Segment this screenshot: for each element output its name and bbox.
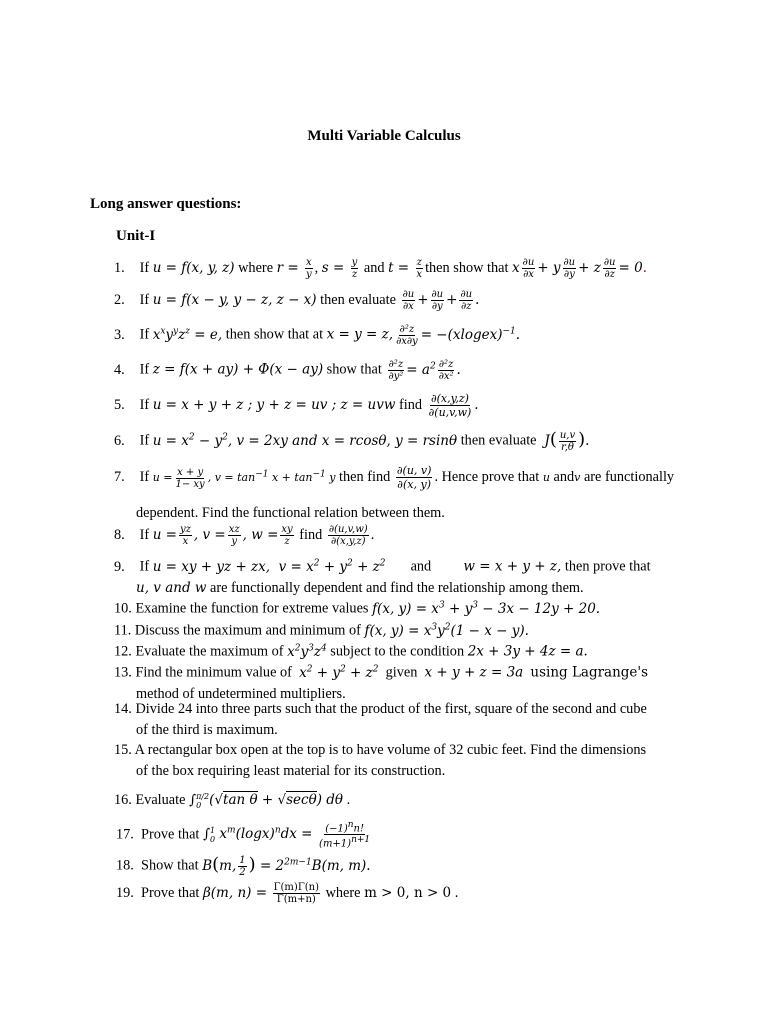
math: $\frac{\partial(u,v,w)}{\partial(x,y,z)}$	[328, 524, 368, 547]
question-number: 3.	[114, 326, 125, 343]
question-5: 5. If u = x + y + z ; y + z = uv ; z = uvw find $\frac{\partial(x,y,z)}{\partial(u,v,w)}$ .	[114, 392, 479, 419]
math: z = f(x + ay) + Φ(x − ay)	[152, 361, 324, 378]
question-4: 4. If z = f(x + ay) + Φ(x − ay) show that $\frac{\text{∂²z}}{\text{∂y²}}$ = $a^2$ $\frac{\text{∂²z}}{\text{∂x²}}$ .	[114, 358, 461, 382]
math: s = $\frac{y}{z}$	[321, 257, 358, 280]
math: $u = x^2 - y^2$, v = 2xy and x = rcosθ, y = rsinθ	[152, 432, 458, 449]
math: u, v and w	[136, 579, 207, 596]
math: x = y = z,	[326, 326, 394, 343]
question-number: 12.	[114, 643, 132, 660]
question-number: 17.	[116, 826, 134, 843]
math: $\frac{\partial u}{\partial x}$ + $\frac{\partial u}{\partial y}$ + $\frac{\partial u}{\partial z}$ .	[402, 289, 480, 312]
math: t = $\frac{z}{x}$	[388, 257, 423, 280]
math: J( $\frac{u,v}{r,\theta}$ ).	[540, 428, 590, 453]
question-10: 10. Examine the function for extreme values f(x, $y) = x^3 + y^3 - 3x - 12y + 20$.	[114, 600, 601, 617]
question-8: 8. If u = $\frac{yz}{x}$ , v = $\frac{xz}{y}$ , w = $\frac{xy}{z}$ find $\frac{\partial(u,v,w)}{\partial(x,y,z)}$ .	[114, 524, 375, 547]
question-number: 11.	[114, 622, 132, 639]
math: u = f(x − y, y − z, z − x)	[152, 292, 317, 308]
question-1: 1. If u = f(x, y, z) where r = $\frac{x}{y}$ , s = $\frac{y}{z}$ and t = $\frac{z}{x}$ then show that x $\frac{\partial u}{\partial x}$ + y $\frac{\partial u}{\partial y}$ + z $\frac{\partial u}{\partial z}$ = 0.	[114, 257, 647, 280]
question-18: 18. Show that B(m, $\frac{1}{2}$ ) = $2^{2m-1}B(m$, m).	[116, 853, 371, 878]
question-number: 13.	[114, 664, 132, 681]
question-19: 19. Prove that β(m, n) = $\frac{\Gamma(m)\Gamma(n)}{\Gamma(m+n)}$ where m > 0, n > 0 .	[116, 882, 459, 905]
math: f(x, $y) = x^3y^2(1 - x - y)$.	[364, 622, 529, 639]
question-13: 13. Find the minimum value of $x^2 + y^2 + z^2$ given x + y + z = 3a using Lagrange's method of undetermined multipliers.	[114, 664, 649, 702]
math: $\frac{\text{∂²z}}{\partial x\partial y}$ = −(xlogex)$^{-1}$.	[396, 323, 521, 347]
question-number: 18.	[116, 857, 134, 874]
math: $\frac{\partial(x,y,z)}{\partial(u,v,w)}$ .	[428, 392, 479, 419]
question-number: 8.	[114, 527, 125, 543]
question-number: 7.	[114, 469, 125, 485]
question-15: 15. A rectangular box open at the top is to have volume of 32 cubic feet. Find the dimensions of the box requiring least material for its construction.	[114, 742, 647, 779]
math: w = x + y + z,	[463, 558, 562, 575]
question-number: 4.	[114, 361, 125, 378]
question-number: 16.	[114, 792, 132, 808]
question-9: 9. If u = xy + yz + zx, $v = x^2 + y^2 + z^2$ and w = x + y + z, then prove that u, v and w are functionally dependent and find the relationship among them.	[114, 558, 651, 596]
question-number: 19.	[116, 885, 134, 901]
question-3: 3. If $x^xy^yz^z = e$, then show that at x = y = z, $\frac{\text{∂²z}}{\partial x\partial y}$ = −(xlogex)$^{-1}$.	[114, 323, 521, 347]
math: x + y + z = 3a	[424, 664, 524, 681]
question-7: 7. If u = $\frac{x + y}{1- xy}$ , $v = \tan^{-1} x + \tan^{-1} y$ then find $\frac{\partial(u, v)}{\partial(x, y)}$ . Hence prove that u andv are functionally dependent. Find the functional relation between them.	[114, 464, 675, 521]
question-number: 1.	[114, 260, 125, 276]
math: u = f(x, y, z)	[152, 260, 235, 276]
question-2: 2. If u = f(x − y, y − z, z − x) then evaluate $\frac{\partial u}{\partial x}$ + $\frac{\partial u}{\partial y}$ + $\frac{\partial u}{\partial z}$ .	[114, 289, 480, 312]
math: B(m, $\frac{1}{2}$ ) = $2^{2m-1}B(m$, m).	[202, 853, 371, 878]
math: r = $\frac{x}{y}$	[276, 257, 312, 280]
question-14: 14. Divide 24 into three parts such that the product of the first, square of the second and cube of the third is maximum.	[114, 701, 647, 738]
unit-heading: Unit-I	[116, 228, 156, 244]
question-12: 12. Evaluate the maximum of $x^2y^3z^4$ subject to the condition 2x + 3y + 4z = a.	[114, 643, 588, 660]
question-number: 10.	[114, 600, 132, 617]
math: $x^xy^yz^z = e$,	[152, 326, 223, 343]
question-number: 14.	[114, 701, 132, 717]
question-number: 15.	[114, 742, 132, 758]
math: β(m, n) =	[202, 885, 268, 901]
question-number: 9.	[114, 558, 125, 575]
math: u = x + y + z ; y + z = uv ; z = uvw	[152, 397, 396, 413]
math: $x^2y^3z^4$	[287, 643, 327, 660]
math: ∫ 1 0 $x^m(\log x)^ndx$ =	[202, 825, 313, 844]
math: u = $\frac{x + y}{1- xy}$ , $v = \tan^{-1} x + \tan^{-1} y$	[152, 466, 336, 490]
math: f(x, $y) = x^3 + y^3 - 3x - 12y + 20$.	[372, 600, 601, 617]
question-11: 11. Discuss the maximum and minimum of f(x, $y) = x^3y^2(1 - x - y)$.	[114, 622, 529, 639]
question-16: 16. Evaluate ∫ π/2 0 (√tan θ + √secθ) dθ .	[114, 791, 351, 810]
math: ∫ π/2 0 (√tan θ + √secθ) dθ	[189, 791, 344, 810]
math: x $\frac{\partial u}{\partial x}$ + y $\frac{\partial u}{\partial y}$ + z $\frac{\partial u}{\partial z}$ = 0.	[512, 257, 647, 280]
section-heading: Long answer questions:	[90, 196, 242, 212]
math: u = $\frac{yz}{x}$ , v = $\frac{xz}{y}$ , w = $\frac{xy}{z}$	[152, 524, 293, 547]
question-17: 17. Prove that ∫ 1 0 $x^m(\log x)^ndx$ = $\frac{(-1)^nn!}{(m+1)^{n+1}}$	[116, 820, 680, 850]
math: m > 0, n > 0	[364, 885, 452, 901]
math: $x^2 + y^2 + z^2$	[299, 664, 379, 681]
math: u = xy + yz + zx, $v = x^2 + y^2 + z^2$	[152, 558, 386, 575]
question-number: 5.	[114, 397, 125, 413]
page-title: Multi Variable Calculus	[307, 128, 461, 144]
math: 2x + 3y + 4z = a.	[467, 643, 588, 660]
math: $\frac{\text{∂²z}}{\text{∂y²}}$ = $a^2$ $\frac{\text{∂²z}}{\text{∂x²}}$ .	[388, 358, 461, 382]
math: $\frac{(-1)^nn!}{(m+1)^{n+1}}$	[319, 820, 371, 850]
question-number: 6.	[114, 432, 125, 449]
math: $\frac{\partial(u, v)}{\partial(x, y)}$	[396, 464, 432, 491]
question-number: 2.	[114, 292, 125, 308]
math: $\frac{\Gamma(m)\Gamma(n)}{\Gamma(m+n)}$	[273, 882, 319, 905]
question-6: 6. If $u = x^2 - y^2$, v = 2xy and x = rcosθ, y = rsinθ then evaluate J( $\frac{u,v}{r,\theta}$ ).	[114, 428, 590, 453]
